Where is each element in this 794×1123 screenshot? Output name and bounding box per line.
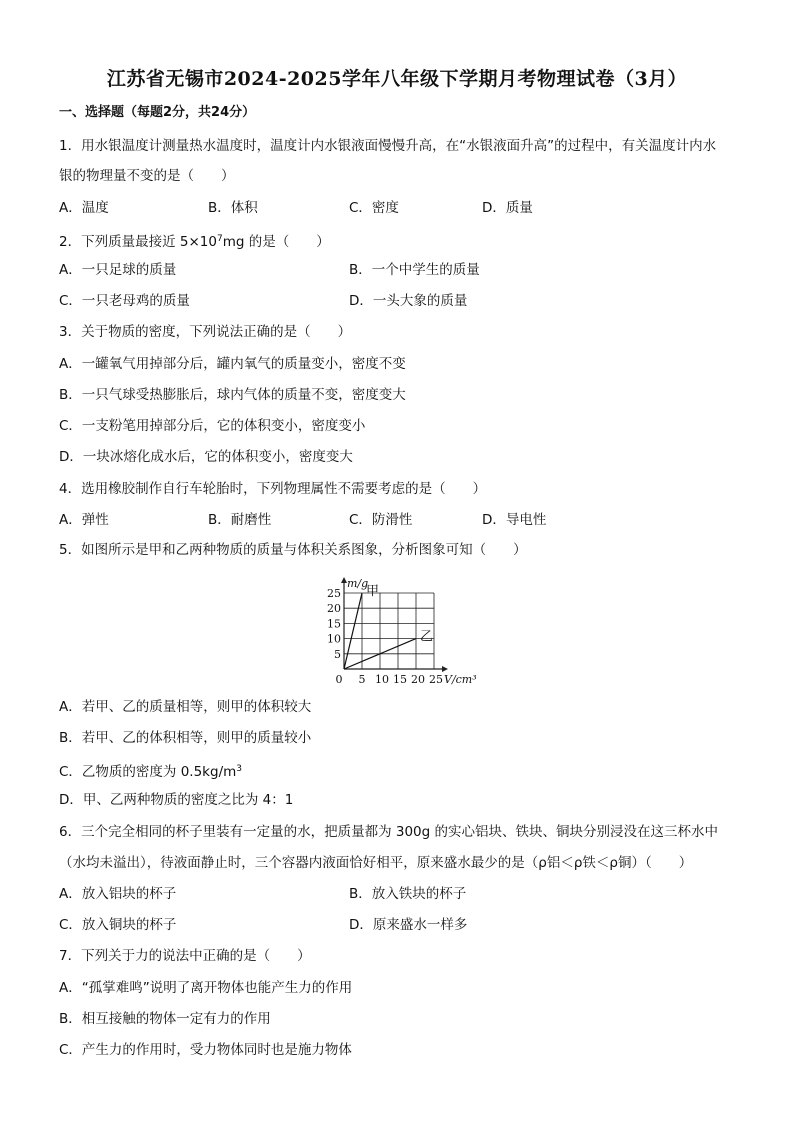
section-heading: 一、选择题（每题2分，共24分） [59,105,256,120]
x-axis-label: V/cm³ [444,673,477,686]
question-1-stem-line1: 1．用水银温度计测量热水温度时，温度计内水银液面慢慢升高，在“水银液面升高”的过程中，有关温度计内水 [59,138,717,154]
q2-option-b: B．一个中学生的质量 [349,262,480,278]
q2-stem-text: 2．下列质量最接近 5×10 [59,234,217,250]
y-tick-label: 25 [327,587,341,600]
q4-option-c: C．防滑性 [349,512,413,528]
q2-option-c: C．一只老母鸡的质量 [59,293,190,309]
q5-option-b: B．若甲、乙的体积相等，则甲的质量较小 [59,730,312,746]
question-6-stem-line2: （水均未溢出），待液面静止时，三个容器内液面恰好相平，原来盛水最少的是（ρ铝＜ρ铁＜ρ铜）（ ） [59,855,693,871]
q3-option-b: B．一只气球受热膨胀后，球内气体的质量不变，密度变大 [59,387,406,403]
x-tick-label: 20 [411,673,425,686]
question-4-stem: 4．选用橡胶制作自行车轮胎时，下列物理属性不需要考虑的是（ ） [59,481,487,497]
y-tick-label: 5 [334,647,341,661]
question-1-stem-line2: 银的物理量不变的是（ ） [59,168,235,184]
y-axis-label: m/g [347,577,369,590]
q5-option-d: D．甲、乙两种物质的密度之比为 4：1 [59,792,294,808]
q5-option-c-exponent: 3 [236,764,243,774]
x-axis-arrow [442,666,448,672]
question-5-stem: 5．如图所示是甲和乙两种物质的质量与体积关系图象，分析图象可知（ ） [59,542,527,558]
q7-option-c: C．产生力的作用时，受力物体同时也是施力物体 [59,1042,352,1058]
q4-option-d: D．导电性 [482,512,547,528]
x-tick-label: 15 [393,673,407,686]
x-tick-label: 10 [375,673,389,686]
question-3-stem: 3．关于物质的密度，下列说法正确的是（ ） [59,324,352,340]
mass-volume-chart [320,572,477,692]
page-title: 江苏省无锡市2024-2025学年八年级下学期月考物理试卷（3月） [106,68,688,90]
q4-option-a: A．弹性 [59,512,109,528]
q6-option-b: B．放入铁块的杯子 [349,886,467,902]
q7-option-a: A．“孤掌难鸣”说明了离开物体也能产生力的作用 [59,980,353,996]
q3-option-a: A．一罐氧气用掉部分后，罐内氧气的质量变小，密度不变 [59,356,406,372]
question-2-stem [59,230,330,251]
q3-option-d: D．一块冰熔化成水后，它的体积变小，密度变大 [59,449,353,465]
q6-option-a: A．放入铝块的杯子 [59,886,177,902]
series-label: 甲 [366,584,380,599]
q5-option-c [59,760,242,781]
q3-option-c: C．一支粉笔用掉部分后，它的体积变小，密度变小 [59,418,366,434]
q1-option-d: D．质量 [482,200,533,216]
series-line [344,593,362,669]
x-tick-label: 25 [429,673,443,686]
q5-option-a: A．若甲、乙的质量相等，则甲的体积较大 [59,699,312,715]
q4-option-b: B．耐磨性 [208,512,272,528]
q2-option-a: A．一只足球的质量 [59,262,177,278]
q2-exponent: 7 [216,234,223,244]
q2-stem-tail: mg 的是（ ） [222,234,330,250]
q5-option-c-text: C．乙物质的密度为 0.5kg/m [59,764,237,780]
q7-option-b: B．相互接触的物体一定有力的作用 [59,1011,271,1027]
question-7-stem: 7．下列关于力的说法中正确的是（ ） [59,948,311,964]
question-6-stem-line1: 6．三个完全相同的杯子里装有一定量的水，把质量都为 300g 的实心铝块、铁块、铜块分别浸没在这三杯水中 [59,824,719,840]
x-tick-label: 5 [358,673,366,686]
y-tick-label: 15 [327,617,341,631]
q1-option-b: B．体积 [208,200,258,216]
q1-option-a: A．温度 [59,200,109,216]
y-tick-label: 20 [327,602,341,616]
series-label: 乙 [420,629,434,645]
x-tick-label: 0 [335,673,343,686]
q1-option-c: C．密度 [349,200,399,216]
q6-option-d: D．原来盛水一样多 [349,917,468,933]
q6-option-c: C．放入铜块的杯子 [59,917,177,933]
y-tick-label: 10 [327,632,341,646]
q2-option-d: D．一头大象的质量 [349,293,468,309]
